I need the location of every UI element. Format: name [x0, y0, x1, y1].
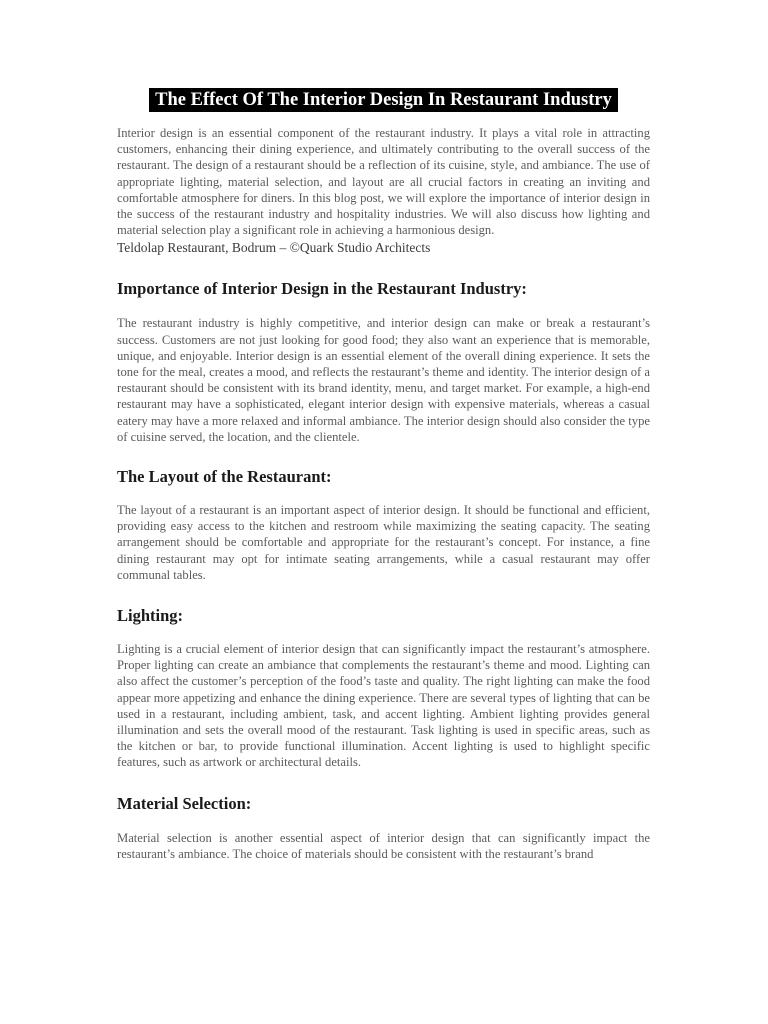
- section-body-material-selection: Material selection is another essential aspect of interior design that can significantly impact the restaurant’s ambiance. The choice of materials should be consistent with the restaurant’s brand: [117, 830, 650, 861]
- document-page: [117, 88, 650, 862]
- section-heading-material-selection: Material Selection:: [117, 793, 252, 813]
- section-body-importance: The restaurant industry is highly competitive, and interior design can make or break a restaurant’s success. Customers are not just looking for good food; they also want an experience that is memorable, unique, and enjoyable. Interior design is an essential element of the overall dining experience. It sets the tone for the meal, creates a mood, and reflects the restaurant’s theme and identity. The interior design of a restaurant should be consistent with its brand identity, menu, and target market. For example, a high-end restaurant may have a sophisticated, elegant interior design with expensive materials, whereas a casual eatery may have a more relaxed and informal ambiance. The interior design should also consider the type of cuisine served, the location, and the clientele.: [117, 316, 650, 444]
- section-heading-importance: Importance of Interior Design in the Restaurant Industry:: [117, 279, 527, 299]
- section-heading-lighting: Lighting:: [117, 606, 184, 626]
- section-heading-layout: The Layout of the Restaurant:: [117, 467, 332, 487]
- document-title: The Effect Of The Interior Design In Restaurant Industry: [149, 88, 618, 112]
- title-banner: [117, 88, 650, 112]
- image-caption: Teldolap Restaurant, Bodrum – ©Quark Studio Architects: [117, 240, 431, 256]
- section-body-layout: The layout of a restaurant is an important aspect of interior design. It should be functional and efficient, providing easy access to the kitchen and restroom while maximizing the seating capacity. The seating arrangement should be comfortable and appropriate for the restaurant’s concept. For instance, a fine dining restaurant may opt for intimate seating arrangements, while a casual restaurant may offer communal tables.: [117, 503, 650, 582]
- intro-paragraph: Interior design is an essential component of the restaurant industry. It plays a vital role in attracting customers, enhancing their dining experience, and ultimately contributing to the overall success of the restaurant. The design of a restaurant should be a reflection of its cuisine, style, and ambiance. The use of appropriate lighting, material selection, and layout are all crucial factors in creating an inviting and comfortable atmosphere for diners. In this blog post, we will explore the importance of interior design in the success of the restaurant industry and hospitality industries. We will also discuss how lighting and material selection play a significant role in achieving a harmonious design.: [117, 126, 650, 238]
- section-body-lighting: Lighting is a crucial element of interior design that can significantly impact the restaurant’s atmosphere. Proper lighting can create an ambiance that complements the restaurant’s theme and mood. Lighting can also affect the customer’s perception of the food’s taste and quality. The right lighting can make the food appear more appetizing and enhance the dining experience. There are several types of lighting that can be used in a restaurant, including ambient, task, and accent lighting. Ambient lighting provides general illumination and sets the overall mood of the restaurant. Task lighting is used in specific areas, such as the kitchen or bar, to provide functional illumination. Accent lighting is used to highlight specific features, such as artwork or architectural details.: [117, 642, 650, 770]
